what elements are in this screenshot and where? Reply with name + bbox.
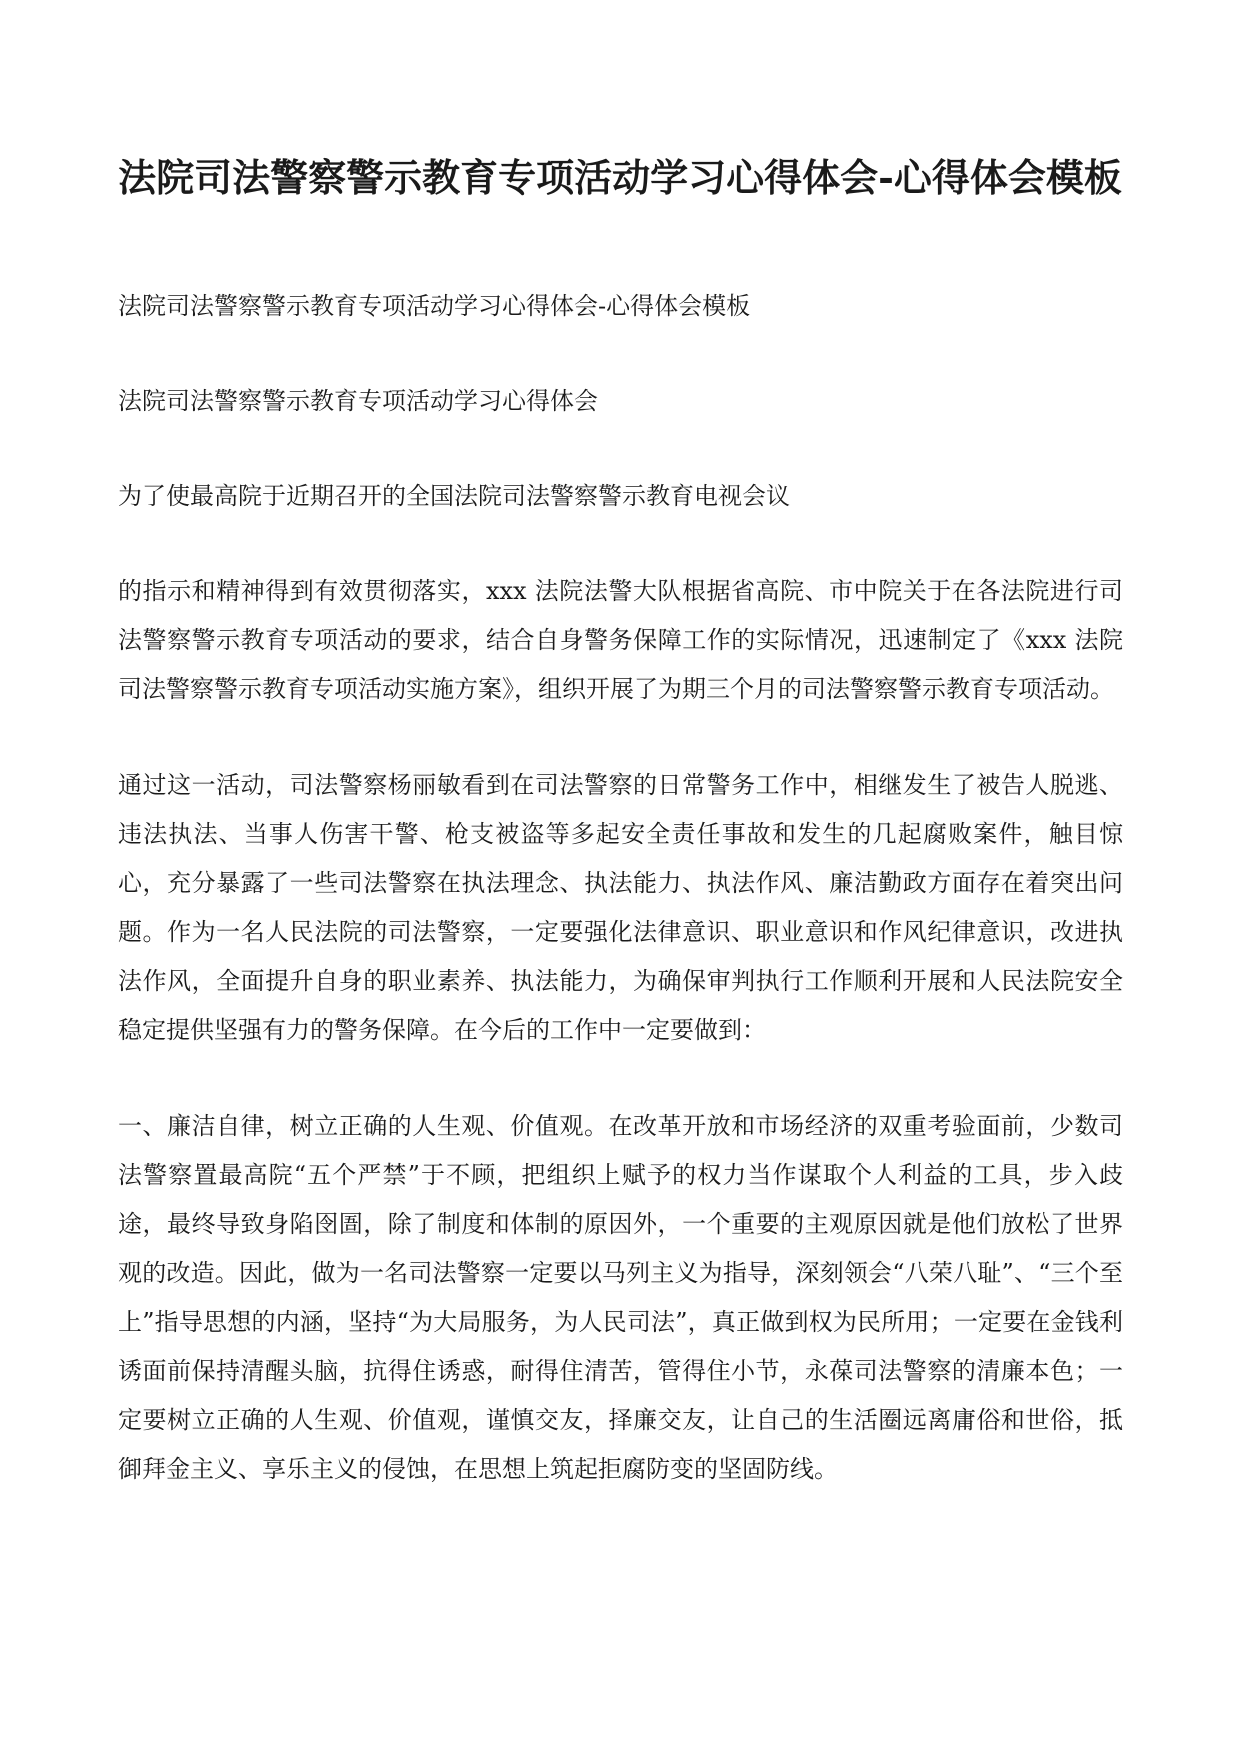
body-paragraph: 的指示和精神得到有效贯彻落实，xxx 法院法警大队根据省高院、市中院关于在各法院进行司法警察警示教育专项活动的要求，结合自身警务保障工作的实际情况，迅速制定了《xxx 法院司法警察警示教育专项活动实施方案》，组织开展了为期三个月的司法警察警示教育专项活动。 [118, 577, 1123, 703]
document-title: 法院司法警察警示教育专项活动学习心得体会-心得体会模板 [118, 155, 1122, 200]
body-paragraph: 一、廉洁自律，树立正确的人生观、价值观。在改革开放和市场经济的双重考验面前，少数司法警察置最高院“五个严禁”于不顾，把组织上赋予的权力当作谋取个人利益的工具，步入歧途，最终导致身陷囹圄，除了制度和体制的原因外，一个重要的主观原因就是他们放松了世界观的改造。因此，做为一名司法警察一定要以马列主义为指导，深刻领会“八荣八耻”、“三个至上”指导思想的内涵，坚持“为大局服务，为人民司法”，真正做到权为民所用；一定要在金钱利诱面前保持清醒头脑，抗得住诱惑，耐得住清苦，管得住小节，永葆司法警察的清廉本色；一定要树立正确的人生观、价值观，谨慎交友，择廉交友，让自己的生活圈远离庸俗和世俗，抵御拜金主义、享乐主义的侵蚀，在思想上筑起拒腐防变的坚固防线。 [118, 1112, 1123, 1483]
heading-paragraph: 法院司法警察警示教育专项活动学习心得体会 [118, 387, 598, 415]
subtitle-paragraph: 法院司法警察警示教育专项活动学习心得体会-心得体会模板 [118, 292, 751, 320]
body-paragraph: 通过这一活动，司法警察杨丽敏看到在司法警察的日常警务工作中，相继发生了被告人脱逃、违法执法、当事人伤害干警、枪支被盗等多起安全责任事故和发生的几起腐败案件，触目惊心，充分暴露了一些司法警察在执法理念、执法能力、执法作风、廉洁勤政方面存在着突出问题。作为一名人民法院的司法警察，一定要强化法律意识、职业意识和作风纪律意识，改进执法作风，全面提升自身的职业素养、执法能力，为确保审判执行工作顺利开展和人民法院安全稳定提供坚强有力的警务保障。在今后的工作中一定要做到： [118, 771, 1123, 1044]
document-body [118, 282, 1123, 1541]
intro-paragraph: 为了使最高院于近期召开的全国法院司法警察警示教育电视会议 [118, 482, 790, 510]
